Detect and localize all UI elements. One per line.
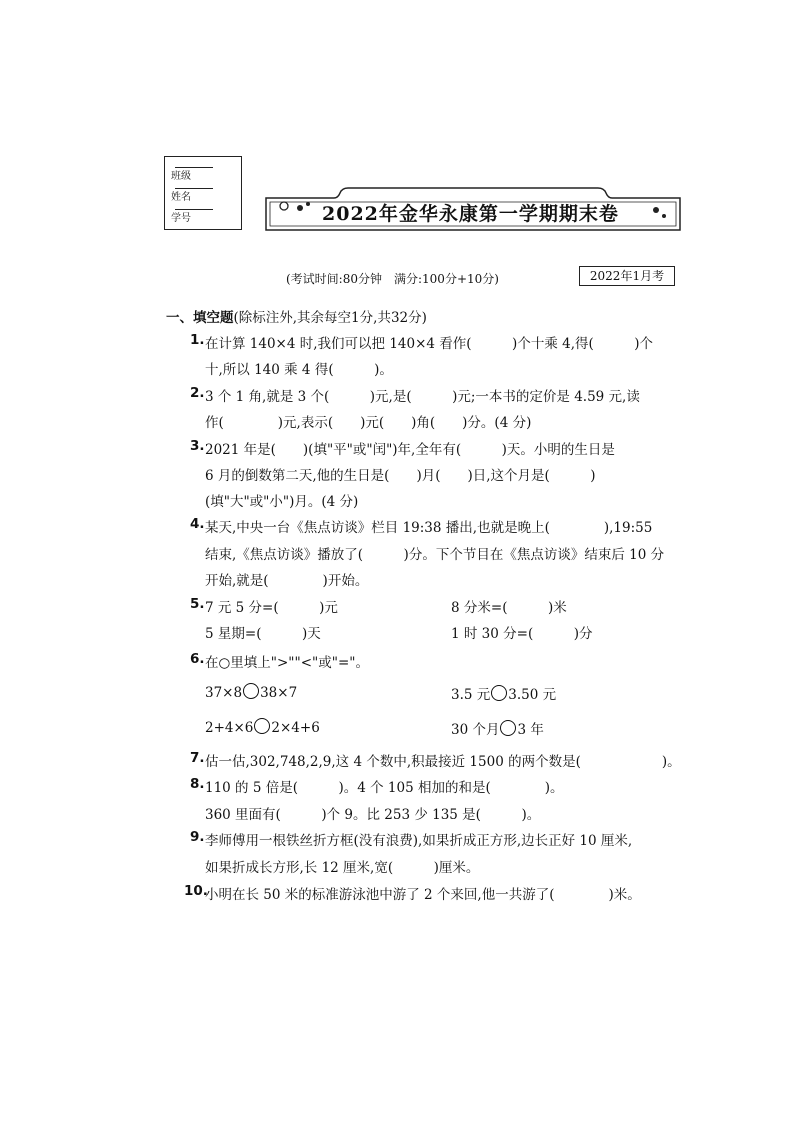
q1-line2: 十,所以 140 乘 4 得( )。 <box>205 362 393 378</box>
q1-number: 1. <box>190 332 205 348</box>
q3-line2: 6 月的倒数第二天,他的生日是( )月( )日,这个月是( ) <box>205 468 596 484</box>
class-row: 班级 <box>171 167 191 182</box>
compare-circle-2[interactable] <box>491 685 507 701</box>
q1-line1: 在计算 140×4 时,我们可以把 140×4 看作( )个十乘 4,得( )个 <box>205 336 654 352</box>
q7-number: 7. <box>190 750 205 766</box>
q8-number: 8. <box>190 776 205 792</box>
q5-item1: 7 元 5 分=( )元 <box>205 600 338 616</box>
name-row: 姓名 <box>171 188 191 203</box>
q4-line1: 某天,中央一台《焦点访谈》栏目 19:38 播出,也就是晚上( ),19:55 <box>205 520 653 536</box>
q6-compare3: 2+4×6 2×4+6 <box>205 720 320 736</box>
compare-circle-4[interactable] <box>500 720 516 736</box>
page-title: 2022年金华永康第一学期期末卷 <box>322 203 619 225</box>
q5-item4: 1 时 30 分=( )分 <box>451 626 593 642</box>
bird-icon-right <box>653 207 659 213</box>
bird-icon <box>297 205 303 211</box>
q6-compare1: 37×8 38×7 <box>205 685 298 701</box>
q3-number: 3. <box>190 438 205 454</box>
q2-line2: 作( )元,表示( )元( )角( )分。(4 分) <box>205 415 532 431</box>
compare-circle-3[interactable] <box>254 718 270 734</box>
q9-line1: 李师傅用一根铁丝折方框(没有浪费),如果折成正方形,边长正好 10 厘米, <box>205 833 633 849</box>
q5-item3: 5 星期=( )天 <box>205 626 321 642</box>
q8-line1: 110 的 5 倍是( )。4 个 105 相加的和是( )。 <box>205 780 564 796</box>
q3-line3: (填"大"或"小")月。(4 分) <box>205 494 359 510</box>
name-blank[interactable] <box>175 188 213 189</box>
q4-line2: 结束,《焦点访谈》播放了( )分。下个节目在《焦点访谈》结束后 10 分 <box>205 547 665 563</box>
q3-line1: 2021 年是( )(填"平"或"闰")年,全年有( )天。小明的生日是 <box>205 442 615 458</box>
q7-line: 估一估,302,748,2,9,这 4 个数中,积最接近 1500 的两个数是( )。 <box>205 754 681 770</box>
q9-line2: 如果折成长方形,长 12 厘米,宽( )厘米。 <box>205 860 480 876</box>
section-heading: 一、填空题(除标注外,其余每空1分,共32分) <box>166 310 427 326</box>
id-row: 学号 <box>171 209 191 224</box>
q10-number: 10. <box>184 883 208 899</box>
q6-compare4: 30 个月 3 年 <box>451 722 544 738</box>
student-info-box <box>164 156 242 230</box>
class-blank[interactable] <box>175 167 213 168</box>
q6-instruction: 在○里填上">""<"或"="。 <box>205 655 369 671</box>
id-blank[interactable] <box>175 209 213 210</box>
q6-number: 6. <box>190 651 205 667</box>
q6-compare2: 3.5 元 3.50 元 <box>451 687 557 703</box>
q2-number: 2. <box>190 385 205 401</box>
compare-circle-1[interactable] <box>243 683 259 699</box>
q5-item2: 8 分米=( )米 <box>451 600 567 616</box>
q4-line3: 开始,就是( )开始。 <box>205 573 369 589</box>
date-badge: 2022年1月考 <box>579 266 675 286</box>
q9-number: 9. <box>190 829 205 845</box>
exam-meta: (考试时间:80分钟 满分:100分+10分) <box>286 272 499 286</box>
q4-number: 4. <box>190 516 205 532</box>
q8-line2: 360 里面有( )个 9。比 253 少 135 是( )。 <box>205 807 541 823</box>
q2-line1: 3 个 1 角,就是 3 个( )元,是( )元;一本书的定价是 4.59 元,读 <box>205 389 640 405</box>
q10-line: 小明在长 50 米的标准游泳池中游了 2 个来回,他一共游了( )米。 <box>205 887 641 903</box>
q5-number: 5. <box>190 596 205 612</box>
